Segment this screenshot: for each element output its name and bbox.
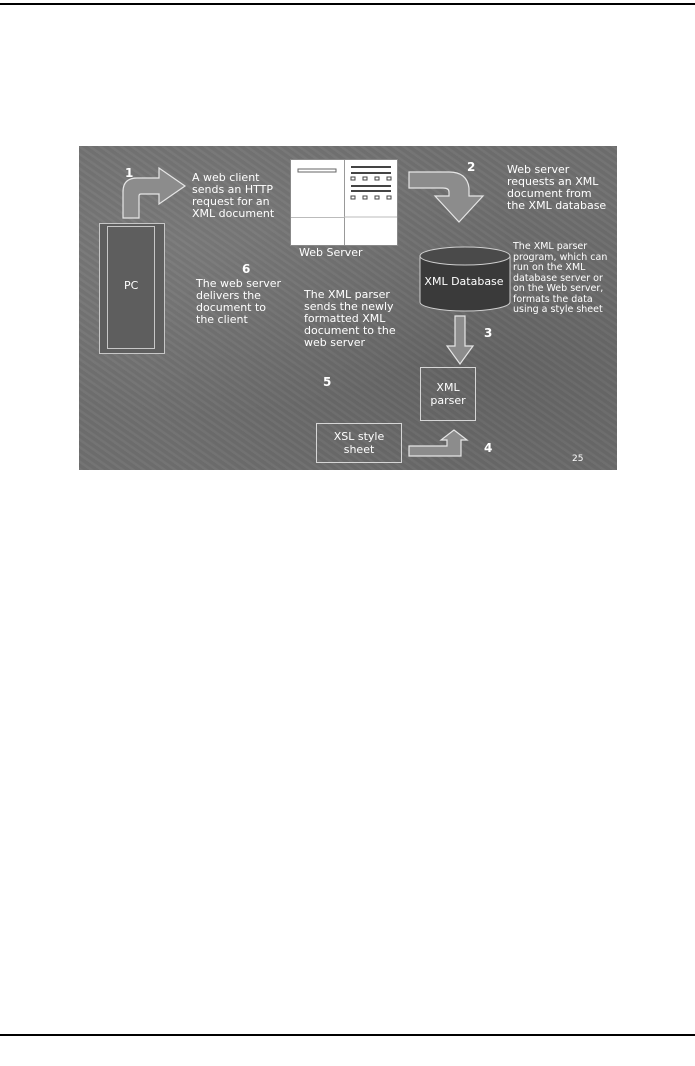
step-1-number: 1 <box>125 166 134 180</box>
step-1-text: A web client sends an HTTP request for an XML document <box>192 171 275 220</box>
web-server-label: Web Server <box>299 246 363 259</box>
web-server-icon <box>290 159 398 246</box>
step-5-text: The XML parser sends the newly formatted XML document to the web server <box>304 288 396 349</box>
step-6-text: The web server delivers the document to the client <box>196 277 282 326</box>
arrow-step-4 <box>407 428 469 460</box>
step-2-number: 2 <box>467 160 476 174</box>
xml-database-label: XML Database <box>424 275 504 288</box>
step-4-number: 4 <box>484 441 493 455</box>
xml-parser-box: XML parser <box>420 367 476 421</box>
arrow-step-3 <box>443 314 477 366</box>
step-6-number: 6 <box>242 262 251 276</box>
slide-number: 25 <box>572 454 584 464</box>
arrow-step-2 <box>407 168 499 226</box>
step-5-number: 5 <box>323 375 332 389</box>
diagram-slide <box>79 146 617 470</box>
page-bottom-rule <box>0 1034 695 1036</box>
xsl-style-sheet-box: XSL style sheet <box>316 423 402 463</box>
step-2-text: Web server requests an XML document from the XML database <box>507 163 607 212</box>
step-3-number: 3 <box>484 326 493 340</box>
step-3-text: The XML parser program, which can run on the XML database server or on the Web server, formats the data using a style sheet <box>513 241 608 315</box>
pc-label: PC <box>124 279 139 292</box>
page-top-rule <box>0 3 695 5</box>
